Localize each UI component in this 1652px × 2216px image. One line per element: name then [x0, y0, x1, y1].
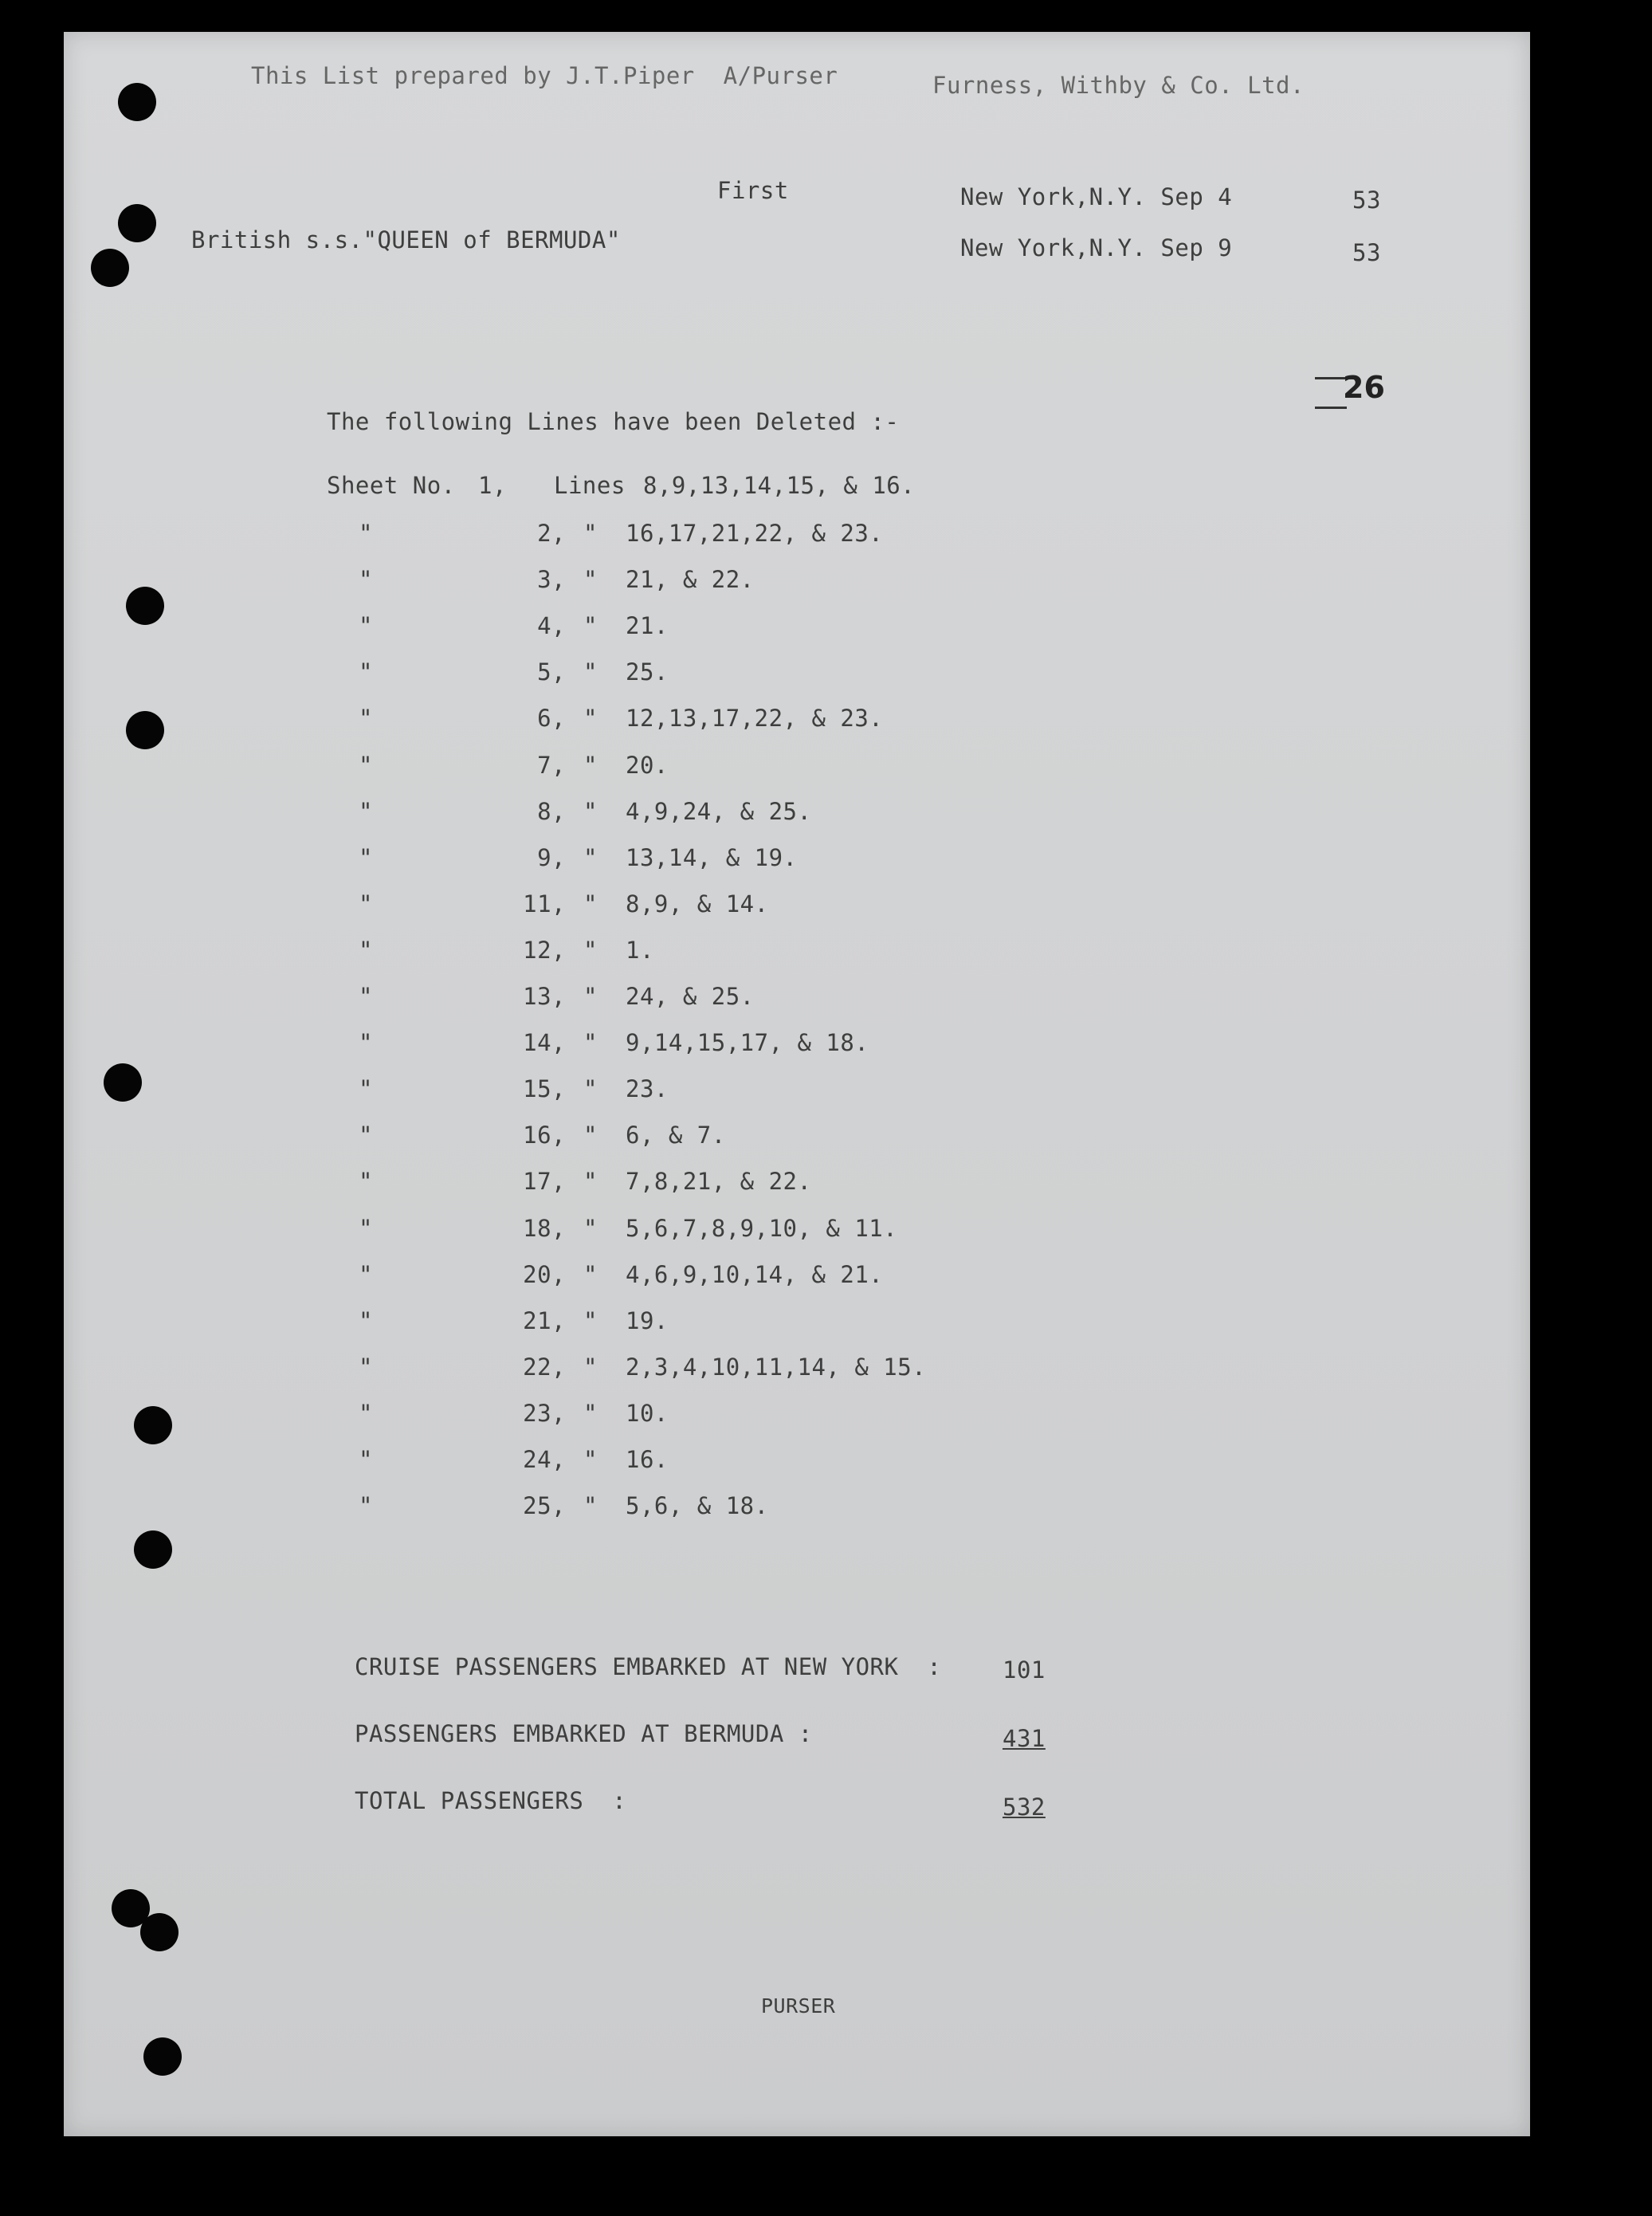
punch-hole	[126, 711, 164, 749]
ditto-mark: "	[583, 612, 598, 640]
sheet-number: 4,	[537, 612, 566, 640]
ditto-mark: "	[583, 1446, 598, 1473]
deleted-row	[64, 1168, 1530, 1200]
lines-value: 16.	[626, 1446, 669, 1473]
ditto-mark: "	[359, 1168, 373, 1196]
deleted-row	[64, 1446, 1530, 1478]
departure-port-date: New York,N.Y. Sep 4	[960, 183, 1233, 210]
punch-hole	[104, 1063, 142, 1102]
deleted-title: The following Lines have been Deleted :-	[327, 408, 900, 435]
sheet-number: 2,	[537, 520, 566, 547]
deleted-row	[64, 1307, 1530, 1339]
deleted-row	[64, 566, 1530, 598]
ditto-mark: "	[359, 1214, 373, 1242]
ditto-mark: "	[583, 751, 598, 779]
purser-signature-label: PURSER	[761, 1994, 836, 2018]
punch-hole	[118, 83, 156, 121]
sheet-number: 23,	[523, 1399, 566, 1427]
deleted-row	[64, 1122, 1530, 1153]
ditto-mark: "	[583, 1399, 598, 1427]
company-name: Furness, Withby & Co. Ltd.	[932, 72, 1305, 99]
ditto-mark: "	[359, 890, 373, 917]
ditto-mark: "	[583, 566, 598, 594]
total-passengers-label: TOTAL PASSENGERS :	[355, 1787, 627, 1814]
deleted-row	[64, 983, 1530, 1015]
ditto-mark: "	[583, 1168, 598, 1196]
ditto-mark: "	[359, 1492, 373, 1520]
ditto-mark: "	[583, 520, 598, 547]
sheet-number: 11,	[523, 890, 566, 917]
lines-value: 10.	[626, 1399, 669, 1427]
ditto-mark: "	[359, 520, 373, 547]
ditto-mark: "	[359, 1399, 373, 1427]
deleted-row	[64, 1215, 1530, 1247]
sheet-number: 7,	[537, 751, 566, 779]
lines-value: 12,13,17,22, & 23.	[626, 705, 884, 733]
ditto-mark: "	[583, 1075, 598, 1103]
sheet-number: 25,	[523, 1492, 566, 1520]
ditto-mark: "	[583, 705, 598, 733]
ditto-mark: "	[359, 1260, 373, 1288]
ditto-mark: "	[583, 1353, 598, 1381]
lines-value: 20.	[626, 751, 669, 779]
ditto-mark: "	[583, 983, 598, 1010]
punch-hole	[134, 1406, 172, 1444]
deleted-row	[64, 937, 1530, 969]
sheet-label: Sheet No.	[327, 472, 456, 499]
sheet-number: 3,	[537, 566, 566, 594]
sheet-number: 9,	[537, 843, 566, 871]
lines-value: 1.	[626, 936, 654, 964]
ditto-mark: "	[359, 1029, 373, 1057]
sheet-number: 18,	[523, 1214, 566, 1242]
ditto-mark: "	[583, 658, 598, 686]
sheet-number: 24,	[523, 1446, 566, 1473]
sheet-number: 21,	[523, 1306, 566, 1334]
ditto-mark: "	[583, 1214, 598, 1242]
lines-value: 4,9,24, & 25.	[626, 797, 812, 825]
deleted-row	[64, 612, 1530, 644]
lines-value: 6, & 7.	[626, 1122, 726, 1149]
ditto-mark: "	[583, 936, 598, 964]
ditto-mark: "	[583, 1492, 598, 1520]
ditto-mark: "	[359, 983, 373, 1010]
ditto-mark: "	[583, 843, 598, 871]
lines-label: Lines	[554, 472, 626, 499]
total-passengers-value: 532	[1003, 1794, 1046, 1821]
deleted-row	[64, 1400, 1530, 1432]
sheet-number: 15,	[523, 1075, 566, 1103]
document-page	[64, 32, 1530, 2136]
lines-value: 7,8,21, & 22.	[626, 1168, 812, 1196]
deleted-row	[64, 798, 1530, 830]
prepared-by-line: This List prepared by J.T.Piper A/Purser	[251, 62, 838, 89]
ditto-mark: "	[359, 843, 373, 871]
ditto-mark: "	[359, 1353, 373, 1381]
punch-hole	[140, 1913, 179, 1951]
lines-value: 24, & 25.	[626, 983, 755, 1010]
ditto-mark: "	[359, 566, 373, 594]
punch-hole	[118, 204, 156, 242]
bermuda-passengers-value: 431	[1003, 1725, 1046, 1752]
lines-value: 21, & 22.	[626, 566, 755, 594]
lines-value: 21.	[626, 612, 669, 640]
page-number: 26	[1343, 370, 1385, 405]
deleted-row	[64, 890, 1530, 922]
ditto-mark: "	[359, 612, 373, 640]
lines-value: 5,6,7,8,9,10, & 11.	[626, 1214, 898, 1242]
sheet-number: 17,	[523, 1168, 566, 1196]
ditto-mark: "	[359, 658, 373, 686]
sheet-number: 16,	[523, 1122, 566, 1149]
ditto-mark: "	[583, 797, 598, 825]
ditto-mark: "	[583, 1260, 598, 1288]
ditto-mark: "	[583, 1122, 598, 1149]
arrival-year: 53	[1352, 239, 1381, 266]
ditto-mark: "	[359, 1306, 373, 1334]
lines-value: 16,17,21,22, & 23.	[626, 520, 884, 547]
sheet-number: 8,	[537, 797, 566, 825]
lines-value: 8,9,13,14,15, & 16.	[643, 472, 916, 499]
deleted-row	[64, 1261, 1530, 1293]
ditto-mark: "	[359, 1075, 373, 1103]
departure-year: 53	[1352, 187, 1381, 214]
sheet-number: 12,	[523, 936, 566, 964]
deleted-row	[64, 1354, 1530, 1385]
lines-value: 23.	[626, 1075, 669, 1103]
ditto-mark: "	[359, 705, 373, 733]
ditto-mark: "	[583, 1029, 598, 1057]
punch-hole	[91, 249, 129, 287]
sheet-number: 13,	[523, 983, 566, 1010]
ditto-mark: "	[583, 890, 598, 917]
deleted-row	[64, 705, 1530, 737]
deleted-row	[64, 752, 1530, 784]
ditto-mark: "	[359, 1122, 373, 1149]
punch-hole	[143, 2037, 182, 2076]
ditto-mark: "	[359, 1446, 373, 1473]
sheet-number: 1,	[478, 472, 507, 499]
lines-value: 8,9, & 14.	[626, 890, 769, 917]
ship-name: British s.s."QUEEN of BERMUDA"	[191, 226, 621, 253]
dash-mark	[1315, 407, 1347, 409]
ditto-mark: "	[583, 1306, 598, 1334]
lines-value: 25.	[626, 658, 669, 686]
lines-value: 5,6, & 18.	[626, 1492, 769, 1520]
deleted-row	[64, 658, 1530, 690]
deleted-first-row	[64, 472, 1530, 504]
deleted-row	[64, 844, 1530, 876]
sheet-number: 6,	[537, 705, 566, 733]
sheet-number: 5,	[537, 658, 566, 686]
lines-value: 13,14, & 19.	[626, 843, 798, 871]
lines-value: 2,3,4,10,11,14, & 15.	[626, 1353, 927, 1381]
ditto-mark: "	[359, 751, 373, 779]
sheet-number: 22,	[523, 1353, 566, 1381]
cruise-passengers-label: CRUISE PASSENGERS EMBARKED AT NEW YORK :	[355, 1653, 942, 1680]
deleted-row	[64, 1029, 1530, 1061]
sheet-number: 20,	[523, 1260, 566, 1288]
lines-value: 9,14,15,17, & 18.	[626, 1029, 869, 1057]
sheet-number: 14,	[523, 1029, 566, 1057]
bermuda-passengers-label: PASSENGERS EMBARKED AT BERMUDA :	[355, 1720, 813, 1747]
punch-hole	[134, 1530, 172, 1569]
deleted-row	[64, 1492, 1530, 1524]
ditto-mark: "	[359, 936, 373, 964]
lines-value: 19.	[626, 1306, 669, 1334]
deleted-row	[64, 1075, 1530, 1107]
ditto-mark: "	[359, 797, 373, 825]
cruise-passengers-value: 101	[1003, 1656, 1046, 1684]
class-label: First	[717, 177, 789, 204]
deleted-row	[64, 520, 1530, 552]
punch-hole	[126, 587, 164, 625]
arrival-port-date: New York,N.Y. Sep 9	[960, 234, 1233, 261]
lines-value: 4,6,9,10,14, & 21.	[626, 1260, 884, 1288]
